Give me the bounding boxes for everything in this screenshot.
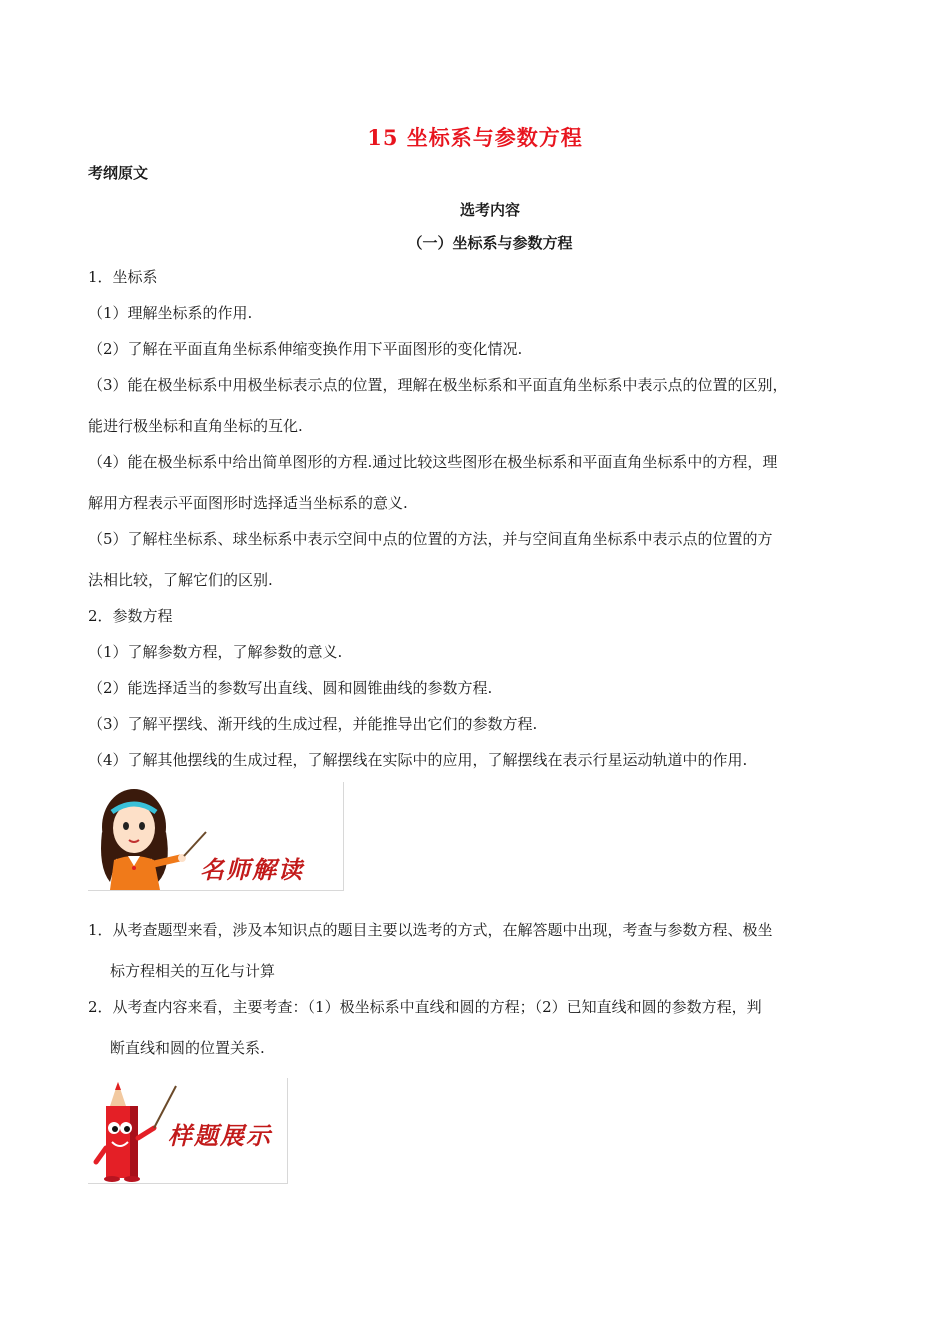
analysis-item-2: 2．从考查内容来看，主要考查：（1）极坐标系中直线和圆的方程；（2）已知直线和圆的参数方程，判: [88, 998, 762, 1016]
outline-item-2-4: （4）了解其他摆线的生成过程，了解摆线在实际中的应用，了解摆线在表示行星运动轨道中的作用.: [88, 751, 748, 769]
section-heading: 考纲原文: [88, 164, 149, 182]
teacher-illustration-icon: [88, 782, 208, 890]
outline-item-2: 2．参数方程: [88, 607, 173, 625]
subsection-title: （一）坐标系与参数方程: [407, 234, 573, 252]
outline-item-1-5-cont: 法相比较，了解它们的区别.: [88, 571, 273, 589]
outline-item-1-4: （4）能在极坐标系中给出简单图形的方程.通过比较这些图形在极坐标系和平面直角坐标系中的方程，理: [88, 453, 778, 471]
outline-item-1-4-cont: 解用方程表示平面图形时选择适当坐标系的意义.: [88, 494, 408, 512]
analysis-item-2-cont: 断直线和圆的位置关系.: [110, 1039, 265, 1057]
outline-item-2-3: （3）了解平摆线、渐开线的生成过程，并能推导出它们的参数方程.: [88, 715, 538, 733]
subheading: 选考内容: [459, 201, 520, 219]
outline-item-1-3-cont: 能进行极坐标和直角坐标的互化.: [88, 417, 303, 435]
outline-item-1: 1．坐标系: [88, 268, 158, 286]
outline-item-1-1: （1）理解坐标系的作用.: [88, 304, 253, 322]
outline-item-2-1: （1）了解参数方程，了解参数的意义.: [88, 643, 343, 661]
sample-banner: [88, 1078, 288, 1184]
outline-item-1-5: （5）了解柱坐标系、球坐标系中表示空间中点的位置的方法，并与空间直角坐标系中表示点的位置的方: [88, 530, 773, 548]
analysis-item-1-cont: 标方程相关的互化与计算: [110, 962, 276, 980]
banner-title: 名师解读: [200, 855, 304, 884]
outline-item-2-2: （2）能选择适当的参数写出直线、圆和圆锥曲线的参数方程.: [88, 679, 493, 697]
pencil-mascot-icon: [88, 1078, 178, 1183]
outline-item-1-3: （3）能在极坐标系中用极坐标表示点的位置，理解在极坐标系和平面直角坐标系中表示点的位置的区别，: [88, 376, 788, 394]
outline-item-1-2: （2）了解在平面直角坐标系伸缩变换作用下平面图形的变化情况.: [88, 340, 523, 358]
banner-title: 样题展示: [168, 1121, 272, 1150]
analysis-item-1: 1．从考查题型来看，涉及本知识点的题目主要以选考的方式，在解答题中出现，考查与参数方程、极坐: [88, 921, 773, 939]
page-title: 15 坐标系与参数方程: [367, 125, 583, 150]
teacher-banner: [88, 782, 344, 891]
